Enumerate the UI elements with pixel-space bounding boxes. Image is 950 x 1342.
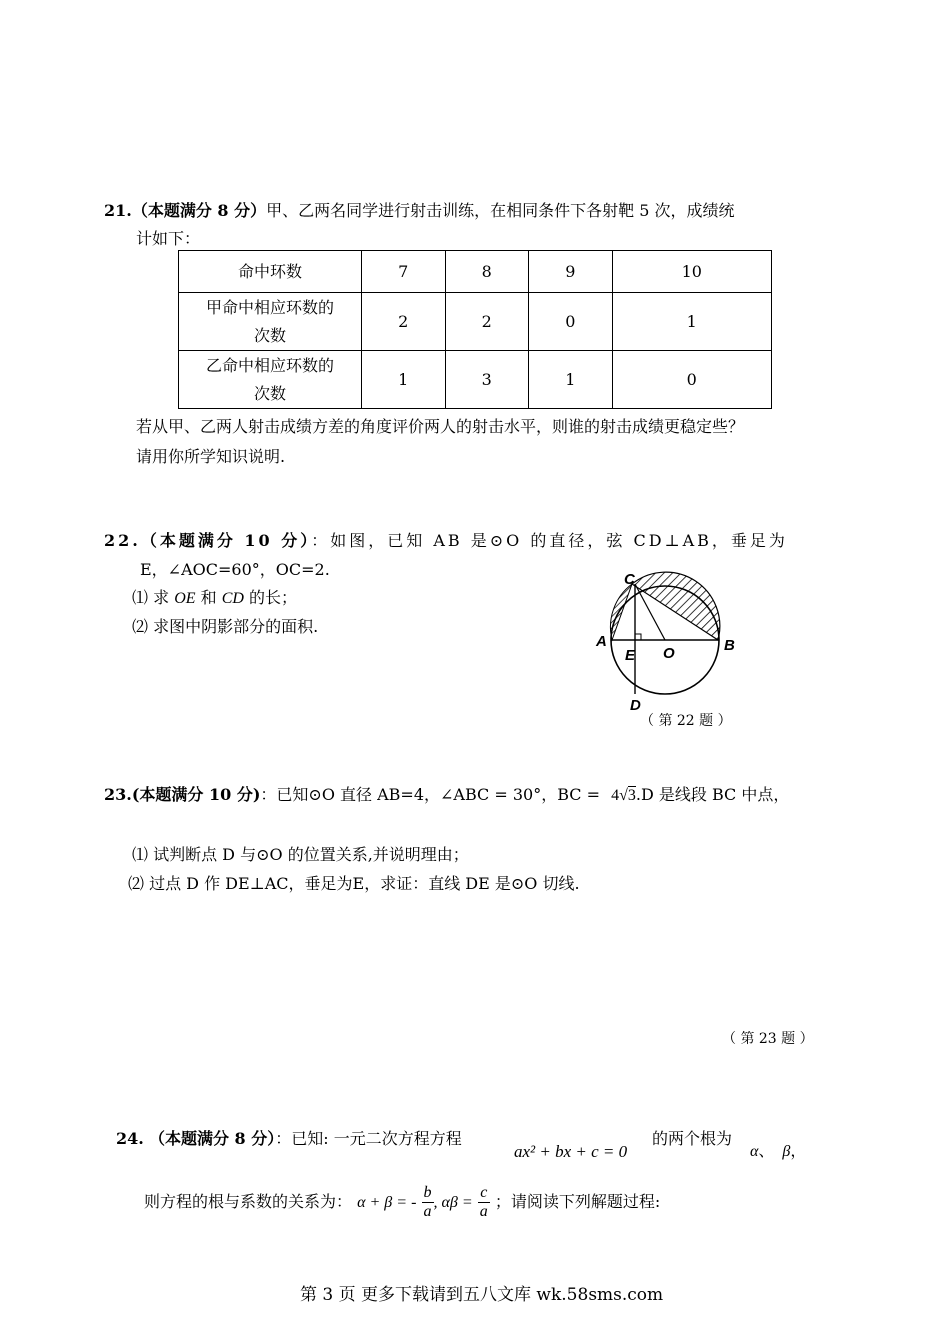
q22-sub1-mid: 和	[200, 588, 217, 607]
q22-sub1-prefix: ⑴ 求	[132, 588, 170, 607]
table-row-label-line2: 次数	[253, 383, 286, 403]
table-cell: 0	[612, 351, 771, 409]
q21-after-line2: 请用你所学知识说明.	[136, 447, 286, 466]
q24-equation: ax² + bx + c = 0	[514, 1142, 628, 1161]
q24-text-b: 的两个根为	[652, 1129, 733, 1148]
q24-line1-tail	[652, 1126, 732, 1149]
q24-line2-b: ；请阅读下列解题过程:	[494, 1192, 661, 1211]
q22-sub2: ⑵ 求图中阴影部分的面积.	[132, 617, 319, 636]
q21-after-line1: 若从甲、乙两人射击成绩方差的角度评价两人的射击水平，则谁的射击成绩更稳定些？	[136, 417, 745, 436]
table-cell: 10	[612, 251, 771, 293]
q22-label-a: A	[596, 633, 607, 650]
q23-line1	[104, 782, 789, 805]
q23-header: (本题满分 10 分)	[131, 785, 261, 804]
q23-text-a: ：已知⊙O 直径 AB=4，∠ABC = 30°，BC =	[260, 785, 600, 804]
table-cell: 3	[445, 351, 529, 409]
q22-text-line1: ：如图，已知 AB 是⊙O 的直径，弦 CD⊥AB，垂足为	[311, 531, 788, 550]
q23-number: 23.	[104, 785, 132, 804]
table-row	[179, 351, 772, 409]
q22-sub1-cd: CD	[221, 590, 244, 607]
table-row	[179, 251, 772, 293]
table-cell: 2	[445, 293, 529, 351]
table-row-label-line1: 甲命中相应环数的	[205, 297, 334, 317]
q22-label-o: O	[663, 645, 675, 662]
q24-beta: β	[782, 1143, 791, 1160]
table-row	[179, 293, 772, 351]
q24-frac1-den: a	[423, 1203, 432, 1220]
table-cell: 1	[612, 293, 771, 351]
q22-caption: （ 第 22 题 ）	[640, 713, 732, 729]
q23-bc-rad: 3	[627, 787, 636, 804]
q24-text-a: ：已知: 一元二次方程方程	[275, 1129, 462, 1148]
q21-line1	[104, 198, 734, 221]
q24-line2-a: 则方程的根与系数的关系为：	[144, 1192, 353, 1211]
q24-frac2	[478, 1184, 490, 1221]
table-row-label: 命中环数	[179, 251, 362, 293]
q22-shaded-small	[610, 584, 632, 640]
table-row-label-line2: 次数	[253, 325, 286, 345]
table-cell: 8	[445, 251, 529, 293]
score-table	[178, 250, 772, 409]
table-cell: 1	[529, 351, 613, 409]
q21-number: 21.	[104, 201, 132, 220]
q22-number: 22.	[104, 531, 141, 550]
q21-text-line2: 计如下：	[136, 229, 201, 248]
q24-rel2: , αβ =	[433, 1194, 473, 1211]
page-footer: 第 3 页 更多下载请到五八文库 wk.58sms.com	[300, 1285, 664, 1305]
q22-header: （本题满分 10 分）	[140, 531, 312, 550]
sqrt-icon: √	[619, 787, 628, 804]
q23-bc-value	[611, 787, 636, 804]
q22-sub1-suffix: 的长；	[249, 588, 298, 607]
q24-sep: 、	[758, 1141, 775, 1160]
q22-label-e: E	[625, 647, 636, 664]
table-cell: 9	[529, 251, 613, 293]
q24-frac1	[422, 1184, 434, 1221]
q22-right-angle	[635, 634, 641, 640]
table-cell: 1	[362, 351, 446, 409]
q22-sub1-oe: OE	[174, 590, 196, 607]
table-row-label	[179, 351, 362, 409]
q21-text-line1: 甲、乙两名同学进行射击训练，在相同条件下各射靶 5 次，成绩统	[266, 201, 735, 220]
q23-sub1: ⑴ 试判断点 D 与⊙O 的位置关系,并说明理由；	[132, 845, 469, 864]
q24-rel1: α + β = -	[357, 1194, 417, 1211]
table-cell: 7	[362, 251, 446, 293]
q22-label-b: B	[724, 637, 735, 654]
q24-header: （本题满分 8 分）	[148, 1129, 276, 1148]
q22-figure	[590, 570, 750, 715]
q22-label-c: C	[624, 571, 635, 588]
q21-header: （本题满分 8 分）	[131, 201, 267, 220]
q23-text-b: .D 是线段 BC 中点，	[635, 785, 790, 804]
q24-number: 24.	[116, 1129, 144, 1148]
q24-frac1-num: b	[423, 1184, 432, 1201]
q24-line1	[116, 1126, 462, 1149]
q23-caption: （ 第 23 题 ）	[722, 1031, 814, 1047]
q24-comma: ，	[790, 1141, 807, 1160]
q23-sub2: ⑵ 过点 D 作 DE⊥AC，垂足为E，求证：直线 DE 是⊙O 切线.	[128, 874, 580, 893]
q24-frac2-num: c	[478, 1184, 490, 1203]
table-cell: 2	[362, 293, 446, 351]
q24-alpha: α	[750, 1143, 759, 1160]
q22-label-d: D	[630, 697, 641, 714]
table-cell: 0	[529, 293, 613, 351]
q24-frac2-den: a	[479, 1203, 488, 1220]
q24-line2	[144, 1184, 660, 1221]
table-row-label	[179, 293, 362, 351]
q22-text-line2: E，∠AOC=60°，OC=2.	[140, 560, 330, 579]
q22-sub1	[132, 585, 297, 608]
q24-roots	[750, 1138, 806, 1161]
q22-line1	[104, 528, 788, 551]
table-row-label-line1: 乙命中相应环数的	[205, 355, 334, 375]
q23-bc-coef: 4	[611, 787, 620, 804]
